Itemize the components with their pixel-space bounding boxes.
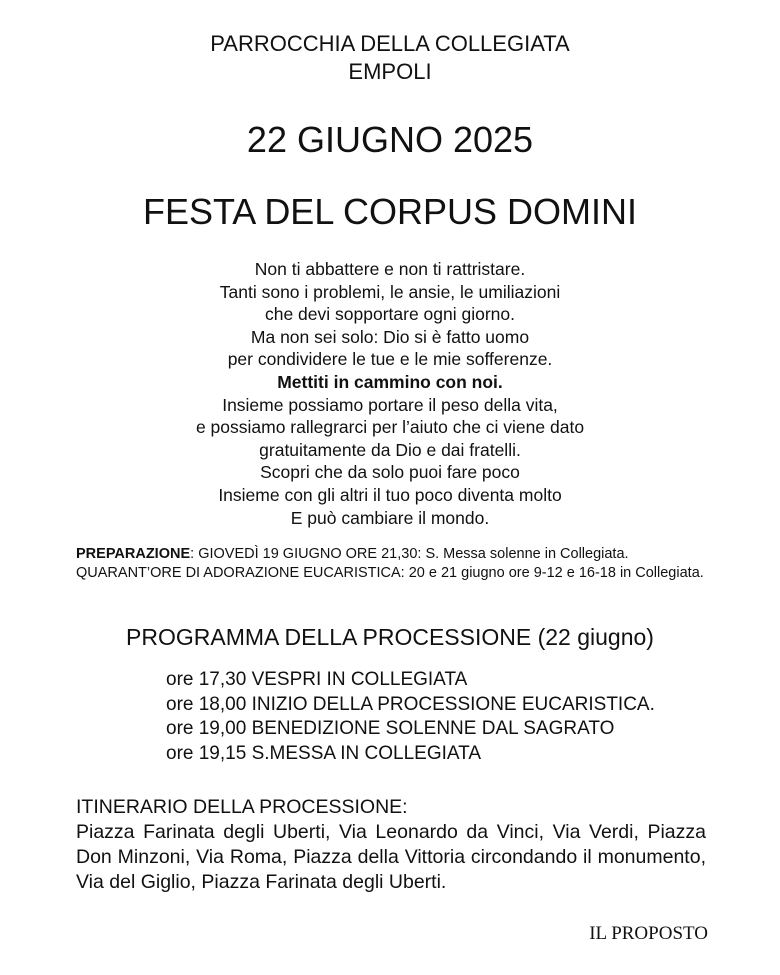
poem-line: gratuitamente da Dio e dai fratelli. — [259, 439, 521, 460]
parish-city: EMPOLI — [348, 59, 432, 84]
preparation-adoration: QUARANT’ORE DI ADORAZIONE EUCARISTICA: 20 e 21 giugno ore 9-12 e 16-18 in Collegiata. — [76, 565, 704, 581]
poem — [0, 258, 780, 529]
preparation-mass: : GIOVEDÌ 19 GIUGNO ORE 21,30: S. Messa solenne in Collegiata. — [190, 546, 629, 562]
parish-name: PARROCCHIA DELLA COLLEGIATA — [210, 31, 570, 56]
preparation-section — [76, 545, 708, 583]
event-date: 22 GIUGNO 2025 — [246, 119, 534, 160]
itinerary-title: ITINERARIO DELLA PROCESSIONE: — [76, 796, 408, 818]
poem-line: Insieme con gli altri il tuo poco diventa molto — [218, 484, 562, 505]
itinerary-text: Piazza Farinata degli Uberti, Via Leonardo da Vinci, Via Verdi, Piazza Don Minzoni, Via Roma, Piazza della Vittoria circondando il monumento, Via del Giglio, Piazza Farinata degli Uberti. — [76, 821, 706, 893]
poem-line: Scopri che da solo puoi fare poco — [260, 462, 520, 483]
poem-line: per condividere le tue e le mie sofferenze. — [227, 349, 553, 370]
poem-line: Insieme possiamo portare il peso della vita, — [222, 394, 558, 415]
program-item: ore 19,15 S.MESSA IN COLLEGIATA — [166, 742, 482, 764]
poem-line: e possiamo rallegrarci per l’aiuto che ci viene dato — [195, 417, 585, 438]
parish-header — [0, 30, 780, 86]
poem-line: che devi sopportare ogni giorno. — [264, 304, 516, 325]
poem-line: Non ti abbattere e non ti rattristare. — [254, 259, 526, 279]
program-title: PROGRAMMA DELLA PROCESSIONE (22 giugno) — [126, 624, 654, 650]
poem-line: Ma non sei solo: Dio si è fatto uomo — [250, 326, 530, 347]
poem-line: Tanti sono i problemi, le ansie, le umiliazioni — [219, 281, 561, 302]
program-list — [166, 668, 726, 766]
feast-title: FESTA DEL CORPUS DOMINI — [142, 191, 638, 232]
poem-line: E può cambiare il mondo. — [290, 507, 490, 528]
signature: IL PROPOSTO — [589, 923, 708, 944]
preparation-label: PREPARAZIONE — [76, 546, 191, 562]
program-item: ore 19,00 BENEDIZIONE SOLENNE DAL SAGRATO — [166, 718, 615, 739]
poem-bold-line: Mettiti in cammino con noi. — [277, 371, 503, 392]
itinerary-section — [76, 795, 706, 895]
program-item: ore 18,00 INIZIO DELLA PROCESSIONE EUCARISTICA. — [166, 693, 655, 715]
program-item: ore 17,30 VESPRI IN COLLEGIATA — [166, 669, 468, 690]
